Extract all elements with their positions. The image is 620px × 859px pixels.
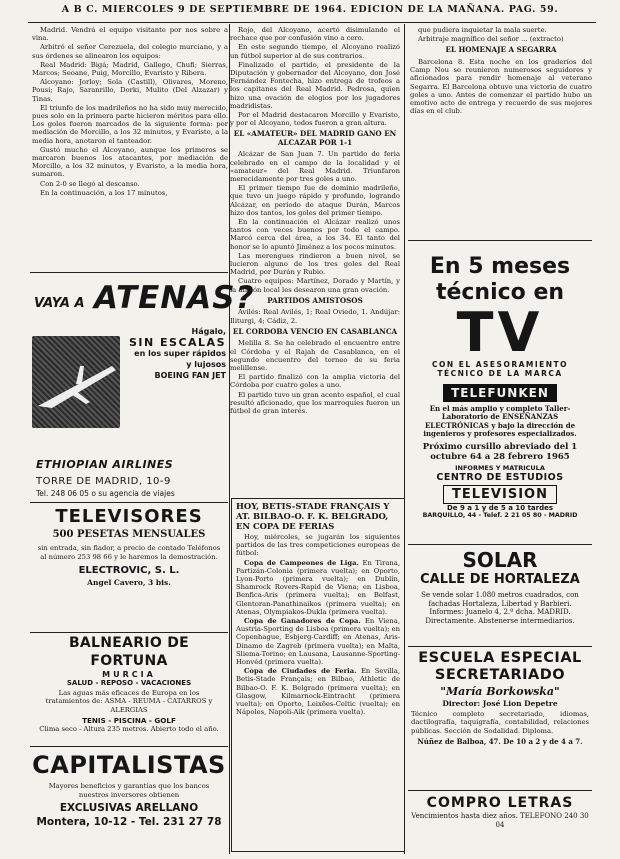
- ad-tv-centro-name: TELEVISION: [443, 485, 557, 504]
- ad-solar: [408, 548, 592, 644]
- ad-solar-title: SOLAR: [462, 548, 538, 572]
- homenaje-text: Barcelona 8. Esta noche en los graderíos del Camp Nou se reunieron numerosos seguidores y aficionados para rendir homenaje al veterano Segarra. El Barcelona obtuvo una victoria de cuatro goles a uno. Antes de comenzar el partido hubo un emotivo acto de entrega y recuerdo de sus mejores días en el club.: [410, 57, 592, 116]
- col2-para: Por el Madrid destacaron Morcillo y Evaristo, y por el Alcoyano, todos fueron a gran altura.: [230, 111, 400, 128]
- col1-rule: [30, 272, 228, 273]
- ad-escuela: [408, 650, 592, 788]
- ad-capitalistas-address: Montera, 10-12 - Tel. 231 27 78: [36, 816, 222, 828]
- ad-tv-line1: En 5 meses: [429, 254, 571, 279]
- ad-atenas-line: BOEING FAN JET: [154, 371, 226, 380]
- ad-televisores: [30, 506, 228, 630]
- col3-rule: [408, 544, 592, 545]
- ad-balneario-title: BALNEARIO DE FORTUNA: [68, 635, 190, 669]
- col3-rule: [408, 790, 592, 791]
- ad-balneario-climate: Clima seco - Altura 235 metros. Abierto todo el año.: [39, 725, 219, 734]
- news-amateur-para: El primer tiempo fue de dominio madrileño, que tuvo un juego rápido y profundo, logrando Alcázar, en período de ataque Durán, Marcos hizo dos tantos, los goles del primer tiempo.: [230, 184, 400, 217]
- ad-escuela-address: Núñez de Balboa, 47. De 10 a 2 y de 4 a 7.: [417, 737, 583, 747]
- col1-rule: [30, 746, 228, 747]
- ad-balneario-region: MURCIA: [102, 670, 156, 679]
- ad-capitalistas-title: CAPITALISTAS: [32, 751, 226, 779]
- ad-capitalistas: [30, 750, 228, 850]
- ad-escuela-name: "María Borkowska": [440, 685, 560, 698]
- col2-para: Rojo, del Alcoyano, acertó disimulando el rechace que por confusión vino a cero.: [230, 26, 400, 43]
- ad-balneario-sports: TENIS - PISCINA - GOLF: [82, 716, 176, 726]
- header-rule: [28, 22, 596, 23]
- cup-box: [231, 498, 405, 852]
- jet-photo: [32, 336, 120, 428]
- airplane-icon: [32, 336, 120, 428]
- cup-box-headline: HOY, BETIS-STADE FRANÇAIS Y AT. BILBAO-O. F. K. BELGRADO, EN COPA DE FERIAS: [236, 501, 390, 531]
- ad-atenas-line: SIN ESCALAS: [128, 336, 226, 349]
- ad-compro-body: Vencimientos hasta diez años. TELEFONO 240 30 04: [411, 812, 589, 829]
- ad-televisores-street: Angel Cavero, 3 bis.: [87, 578, 171, 587]
- col3-para: que pudiera inquietar la mala suerte.: [418, 26, 547, 34]
- col1-para: Con 2-0 se llegó al descanso.: [40, 179, 140, 188]
- col1-para: Alcoyano: Jorloy; Sola (Castill), Olivares, Moreno, Pousi; Rajo, Saranrillo, Dorki, Mulito (Del Alzazar) y Tinas.: [32, 78, 228, 103]
- col3-rule: [408, 646, 592, 647]
- ad-solar-body: Se vende solar 1.080 metros cuadrados, con fachadas Hortaleza, Libertad y Barbieri. Informes: Juanelo 4, 2.º dcha. MADRID. Directamente. Abstenerse intermediarios.: [421, 591, 579, 625]
- ad-balneario-features: SALUD - REPOSO - VACACIONES: [66, 679, 192, 687]
- news-amateur-para: En la continuación el Alcázar realizó unos tantos con veces buenos por todo el campo. Marcó cerca del área, a los 34. El tanto del honor se lo apuntó Jiménez a los pocos minutos.: [230, 218, 400, 251]
- ad-tv-hours: De 9 a 1 y de 5 a 10 tardes: [446, 503, 554, 512]
- col1-para: Madrid. Vendrá el equipo visitante por nos sobre a vina.: [32, 26, 228, 43]
- news-amateur-para: Cuatro equipos: Martínez, Dorado y Martín, y la afición local les desearon una gran ovación.: [230, 277, 400, 294]
- news-cordoba-para: El partido finalizó con la amplia victoria del Córdoba por cuatro goles a uno.: [230, 373, 400, 390]
- col3-rule: [408, 240, 592, 241]
- col2-para: Finalizado el partido, el presidente de la Diputación y gobernador del Alcoyano, don José Fernández Fontecha, hizo entrega de trofeos a los capitanes del Real Madrid. Pedrosa, quien hizo una ovación de elogios por los jugadores madridistas.: [230, 60, 400, 110]
- col1-para: Gustó mucho el Alcoyano, aunque los primeros se marcaron buenos los atacantes, por mediación de Morcillo, a los 32 minutos, y Evaristo, a la media hora, sumaron.: [32, 145, 228, 179]
- cup-box-intro: Hoy, miércoles, se jugarán los siguientes partidos de las tres competiciones europeas de fútbol:: [236, 533, 400, 558]
- news-cordoba-headline: EL CORDOBA VENCIO EN CASABLANCA: [232, 326, 398, 336]
- ad-televisores-body: sin entrada, sin fiador, a precio de contado Teléfonos al número 253 98 66 y le haremos la demostración.: [37, 544, 221, 561]
- ad-tv-address: BARQUILLO, 44 - Telef. 2 21 05 80 - MADRID: [422, 511, 578, 519]
- ad-tv-course-dates: Próximo cursillo abreviado del 1 octubre 64 a 28 febrero 1965: [422, 441, 578, 462]
- ad-televisores-company: ELECTROVIC, S. L.: [78, 565, 180, 576]
- ad-tv-body: En el más amplio y completo Taller-Laboratorio de ENSEÑANZAS ELECTRÓNICAS y bajo la dirección de ingenieros y profesores especializados.: [423, 404, 577, 439]
- col3-para: Arbitraje magnífico del señor ... (extracto): [418, 35, 564, 44]
- column-1-text: [32, 26, 228, 270]
- ad-televisores-subtitle: 500 PESETAS MENSUALES: [52, 529, 206, 540]
- news-amistosos-headline: PARTIDOS AMISTOSOS: [267, 295, 363, 305]
- ad-atenas-address: TORRE DE MADRID, 10-9: [36, 476, 171, 487]
- cup-section-title: Copa de Campeones de Liga.: [244, 558, 359, 567]
- ad-tv-asesor1: CON EL ASESORAMIENTO: [431, 360, 569, 369]
- ad-balneario: [30, 634, 228, 744]
- ad-atenas-line: Hágalo,: [191, 327, 226, 336]
- news-cordoba-para: El partido tuvo un gran acento español, el cual resultó aficionado, que los marroquíes fueron un fútbol de gran interés.: [230, 390, 400, 415]
- ad-capitalistas-brand: EXCLUSIVAS ARELLANO: [59, 802, 199, 814]
- ad-tv-asesor2: TÉCNICO DE LA MARCA: [437, 369, 563, 378]
- news-cordoba-para: Melilla 8. Se ha celebrado el encuentro entre el Córdoba y el Rajah de Casablanca, en el segundo encuentro del torneo de su feria melillense.: [230, 339, 400, 372]
- ad-atenas-line: y lujosos: [186, 360, 226, 369]
- ad-atenas-line: en los super rápidos: [134, 349, 226, 358]
- col1-rule: [30, 502, 228, 503]
- ad-balneario-body: Las aguas más eficaces de Europa en los tratamientos de: ASMA - REUMA - CATARROS y ALERGIAS: [45, 689, 213, 714]
- cup-section-text: En Sevilla, Betis-Stade Français; en Bilbao, Athletic de Bilbao-O. F. K. Belgrado (primera vuelta); en Glasgow, Kilmarnock-Eintracht (primera vuelta); en Oporto, Leixões-Celtic (vuelta); en Nápoles, Napoli-Aik (primera vuelta).: [236, 667, 400, 717]
- news-amistosos-text: Avilés: Real Avilés, 1; Real Oviedo, 1. Andújar: Iliturgi, 4; Cádiz, 2.: [230, 308, 400, 325]
- ad-televisores-title: TELEVISORES: [55, 506, 203, 527]
- cup-section-text: En Tirana, Partizán-Colonia (primera vuelta); en Oporto, Lyon-Porto (primera vuelta); en Dublín, Shamrock Rovers-Rapid de Viena; en Lisboa, Benfica-Aris (primera vuelta); en Belfast, Glentoran-Panathinaikos (primera vuelta); en Atenas, Olympiakos-Dukla (primera vuelta).: [236, 558, 400, 616]
- col1-rule: [30, 632, 228, 633]
- ad-atenas: [30, 276, 255, 500]
- ad-compro-title: COMPRO LETRAS: [426, 795, 574, 811]
- news-amateur-headline: EL «AMATEUR» DEL MADRID GANO EN ALCAZAR POR 1-1: [233, 129, 397, 147]
- col2-para: En este segundo tiempo, el Alcoyano realizó un fútbol superior al de sus contrarios.: [230, 43, 400, 60]
- column-3-text: [410, 26, 592, 232]
- cup-section-title: Copa de Ciudades de Feria.: [244, 667, 357, 676]
- cup-section-title: Copa de Ganadores de Copa.: [244, 617, 361, 626]
- ad-solar-subtitle: CALLE DE HORTALEZA: [420, 572, 580, 587]
- homenaje-headline: EL HOMENAJE A SEGARRA: [445, 45, 557, 55]
- ad-tv-centro: CENTRO DE ESTUDIOS: [436, 471, 564, 483]
- ad-escuela-body: Técnico completo secretariado, idiomas, dactilografía, taquigrafía, contabilidad, relaciones públicas. Sección de Sodalidad. Diploma.: [411, 710, 589, 735]
- news-amateur-para: Alcázar de San Juan 7. Un partido de feria celebrado en el campo de la localidad y el «amateur» del Real Madrid. Triunfaron merecidamente por tres goles a uno.: [230, 150, 400, 184]
- cup-section-text: En Viena, Austria-Sporting de Lisboa (primera vuelta); en Copenhague, Esbjerg-Cardiff; en Atenas, Aris-Dinamo de Zagreb (primera vuelta); en Malta, Sliema-Torino; en Lausana, Lausanne-Sporting-Honvéd (primera vuelta).: [236, 617, 400, 667]
- col1-para: Arbitró el señor Cerezuela, del colegio murciano, y a sus órdenes se alinearon los equipos:: [32, 43, 228, 60]
- ad-tv-course: [408, 244, 592, 542]
- col1-para: En la continuación, a los 17 minutos,: [40, 188, 168, 197]
- ad-atenas-phone: Tel. 248 06 05 o su agencia de viajes: [36, 489, 175, 498]
- ad-escuela-title2: SECRETARIADO: [434, 667, 566, 683]
- ad-escuela-title1: ESCUELA ESPECIAL: [418, 650, 582, 666]
- ad-compro: [408, 794, 592, 844]
- ad-tv-info: INFORMES Y MATRICULA: [455, 463, 545, 472]
- ad-tv-big: TV: [456, 301, 544, 364]
- col1-para: El triunfo de los madrileños no ha sido muy merecido, pues solo en la primera parte hicieron méritos para ello. Los goles fueron marcados de la siguiente forma: por mediación de Morcillo, a los 32 minutos, y Evaristo, a la media hora, anotaron el tanteador.: [32, 103, 228, 145]
- ad-tv-brand: TELEFUNKEN: [443, 384, 557, 402]
- ad-atenas-title: ATENAS?: [94, 280, 255, 316]
- ad-escuela-director: Director: José Lion Depetre: [442, 699, 558, 708]
- ad-atenas-airline: ETHIOPIAN AIRLINES: [36, 458, 174, 471]
- ad-tv-line2: técnico en: [435, 280, 565, 305]
- news-amateur-para: Las merengues rindieron a buen nivel, se lucieron alguno de los tres goles del Real Madrid, por Durán y Rubio.: [230, 251, 400, 277]
- ad-atenas-prefix: VAYA A: [34, 296, 85, 311]
- col1-para: Real Madrid: Bigá; Madrid, Gallego, Chufi; Sierras, Marcos; Seoane, Puig, Morcillo, Evaristo y Ribera.: [32, 60, 228, 78]
- ad-capitalistas-body: Mayores beneficios y garantías que los bancos nuestros inversores obtienen: [48, 782, 210, 799]
- page-header: A B C. MIERCOLES 9 DE SEPTIEMBRE DE 1964. EDICION DE LA MAÑANA. PAG. 59.: [61, 4, 559, 15]
